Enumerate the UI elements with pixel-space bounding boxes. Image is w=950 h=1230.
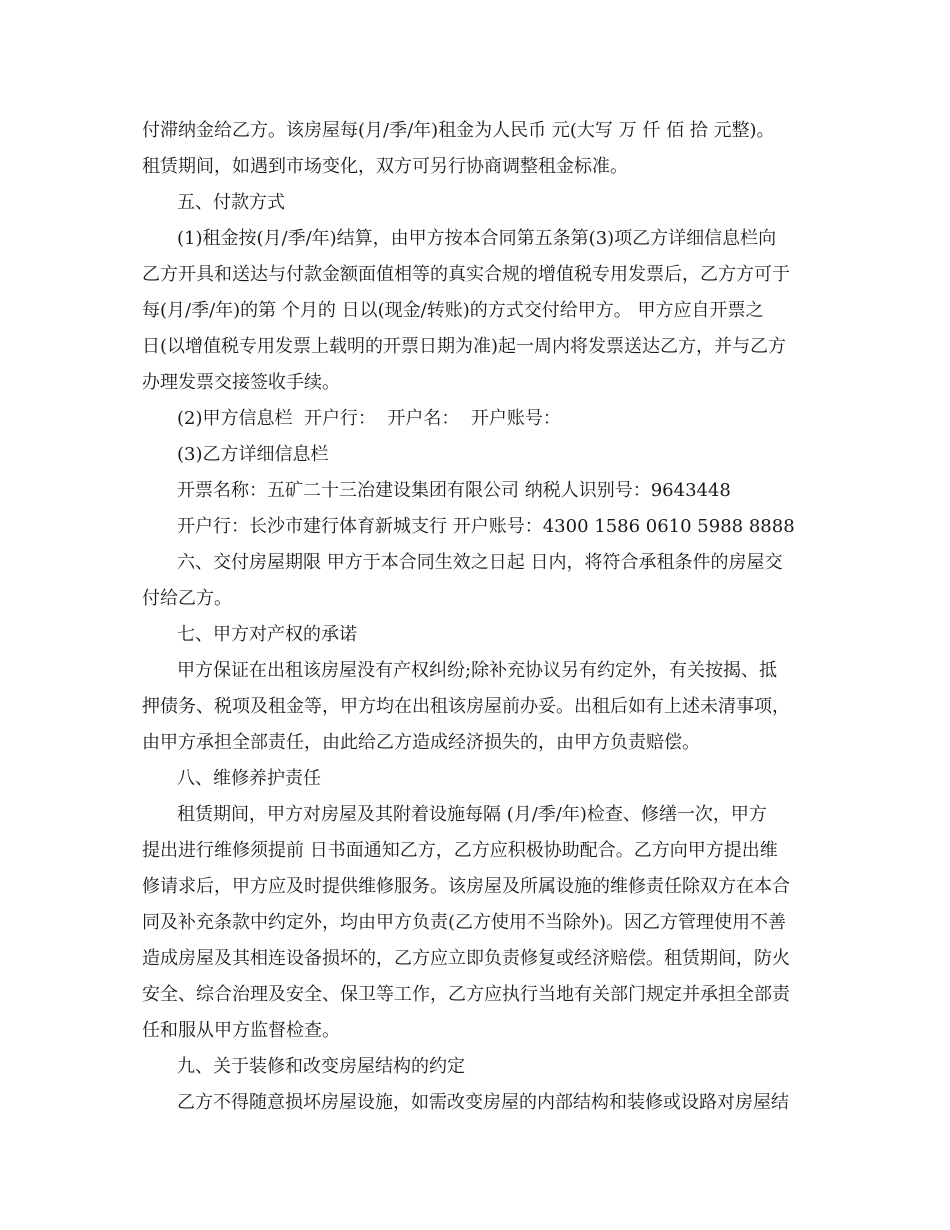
text-line: 乙方开具和送达与付款金额面值相等的真实合规的增值税专用发票后，乙方方可于 (142, 264, 790, 285)
text-line: 造成房屋及其相连设备损坏的，乙方应立即负责修复或经济赔偿。租赁期间，防火 (142, 948, 790, 969)
text-line: 付给乙方。 (142, 588, 232, 609)
text-line: (3)乙方详细信息栏 (177, 444, 329, 465)
text-line: 开票名称：五矿二十三冶建设集团有限公司 纳税人识别号：9643448 (177, 480, 731, 501)
text-line: 租赁期间，甲方对房屋及其附着设施每隔 (月/季/年)检查、修缮一次，甲方 (177, 804, 767, 825)
text-line: 六、交付房屋期限 甲方于本合同生效之日起 日内，将符合承租条件的房屋交 (177, 552, 783, 573)
text-line: (1)租金按(月/季/年)结算，由甲方按本合同第五条第(3)项乙方详细信息栏向 (177, 228, 777, 249)
document-body (142, 113, 822, 1121)
text-line: 由甲方承担全部责任，由此给乙方造成经济损失的，由甲方负责赔偿。 (142, 732, 700, 753)
text-line: 日(以增值税专用发票上载明的开票日期为准)起一周内将发票送达乙方，并与乙方 (142, 336, 787, 357)
text-line: 五、付款方式 (177, 192, 285, 213)
text-line: 办理发票交接签收手续。 (142, 372, 340, 393)
text-line: 任和服从甲方监督检查。 (142, 1020, 340, 1041)
text-line: 同及补充条款中约定外，均由甲方负责(乙方使用不当除外)。因乙方管理使用不善 (142, 912, 787, 933)
text-line: 付滞纳金给乙方。该房屋每(月/季/年)租金为人民币 元(大写 万 仟 佰 拾 元整)。 (142, 120, 775, 141)
text-line: 开户行：长沙市建行体育新城支行 开户账号：4300 1586 0610 5988 8888 (177, 516, 795, 537)
text-line: 八、维修养护责任 (177, 768, 321, 789)
text-line: 乙方不得随意损坏房屋设施，如需改变房屋的内部结构和装修或设路对房屋结 (177, 1092, 789, 1113)
text-line: 租赁期间，如遇到市场变化，双方可另行协商调整租金标准。 (142, 156, 628, 177)
text-line: 甲方保证在出租该房屋没有产权纠纷;除补充协议另有约定外，有关按揭、抵 (177, 660, 778, 681)
text-line: 每(月/季/年)的第 个月的 日以(现金/转账)的方式交付给甲方。 甲方应自开票之 (142, 300, 764, 321)
text-line: 修请求后，甲方应及时提供维修服务。该房屋及所属设施的维修责任除双方在本合 (142, 876, 790, 897)
text-line: 七、甲方对产权的承诺 (177, 624, 357, 645)
text-line: 提出进行维修须提前 日书面通知乙方，乙方应积极协助配合。乙方向甲方提出维 (142, 840, 778, 861)
text-line: (2)甲方信息栏 开户行： 开户名： 开户账号： (177, 408, 561, 429)
text-line: 九、关于装修和改变房屋结构的约定 (177, 1056, 465, 1077)
text-line: 押债务、税项及租金等，甲方均在出租该房屋前办妥。出租后如有上述未清事项， (142, 696, 790, 717)
text-line: 安全、综合治理及安全、保卫等工作，乙方应执行当地有关部门规定并承担全部责 (142, 984, 790, 1005)
